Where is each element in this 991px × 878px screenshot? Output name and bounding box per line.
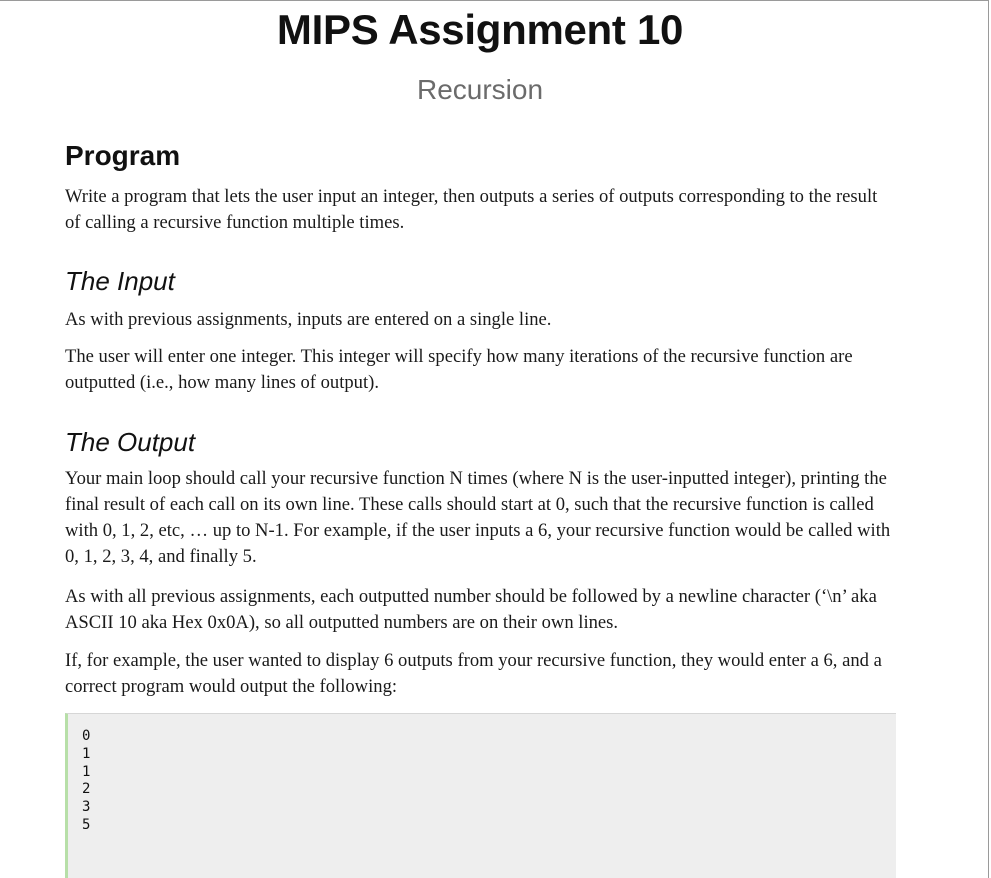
program-paragraph: Write a program that lets the user input an integer, then outputs a series of outputs corresponding to the result of calling a recursive function multiple times.	[65, 186, 878, 233]
code-line: 1	[82, 763, 91, 780]
code-line: 3	[82, 799, 91, 816]
example-output-code-block	[65, 713, 896, 878]
program-heading: Program	[65, 140, 181, 171]
document-title: MIPS Assignment 10	[276, 6, 684, 53]
code-line: 1	[82, 745, 91, 762]
input-paragraph-2: The user will enter one integer. This integer will specify how many iterations of the recursive function are outputted (i.e., how many lines of output).	[65, 346, 853, 393]
output-paragraph-3: If, for example, the user wanted to display 6 outputs from your recursive function, they would enter a 6, and a correct program would output the following:	[65, 650, 882, 697]
document-subtitle: Recursion	[416, 74, 544, 105]
code-line: 2	[82, 781, 91, 798]
output-paragraph-1: Your main loop should call your recursive function N times (where N is the user-inputted integer), printing the final result of each call on its own line. These calls should start at 0, such that the recursive function is called with 0, 1, 2, etc, … up to N-1. For example, if the user inputs a 6, your recursive function would be called with 0, 1, 2, 3, 4, and finally 5.	[65, 468, 891, 567]
input-heading: The Input	[65, 266, 175, 296]
output-paragraph-2: As with all previous assignments, each outputted number should be followed by a newline character (‘\n’ aka ASCII 10 aka Hex 0x0A), so all outputted numbers are on their own lines.	[65, 586, 877, 633]
code-line: 5	[82, 816, 91, 833]
code-line: 0	[82, 728, 91, 744]
input-paragraph-1: As with previous assignments, inputs are entered on a single line.	[65, 309, 552, 330]
output-heading: The Output	[65, 427, 196, 457]
